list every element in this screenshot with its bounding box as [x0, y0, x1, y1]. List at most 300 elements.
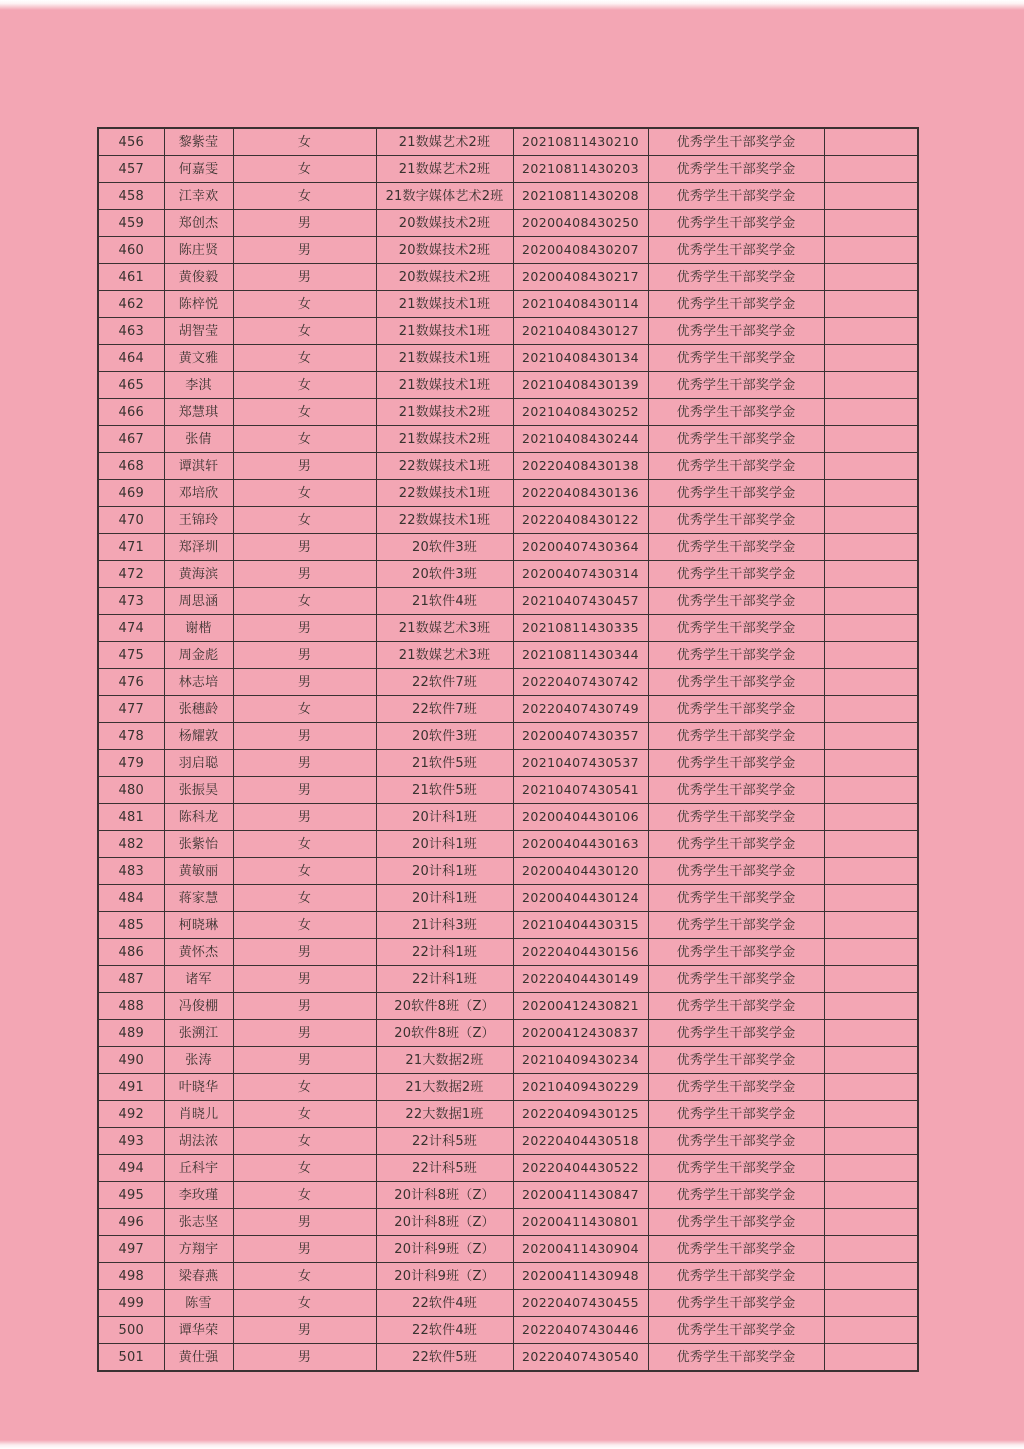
- student-id-cell: 20220408430138: [513, 453, 648, 480]
- class-cell: 22数媒技术1班: [376, 453, 513, 480]
- student-id-cell: 20220407430749: [513, 696, 648, 723]
- empty-note-cell: [824, 912, 918, 939]
- award-cell: 优秀学生干部奖学金: [648, 615, 824, 642]
- student-id-cell: 20210407430457: [513, 588, 648, 615]
- gender-cell: 女: [233, 128, 376, 156]
- award-cell: 优秀学生干部奖学金: [648, 291, 824, 318]
- gender-cell: 女: [233, 507, 376, 534]
- student-id-cell: 20210811430208: [513, 183, 648, 210]
- class-cell: 21数媒技术2班: [376, 426, 513, 453]
- serial-number-cell: 500: [98, 1317, 164, 1344]
- table-row: [98, 264, 918, 291]
- empty-note-cell: [824, 885, 918, 912]
- award-cell: 优秀学生干部奖学金: [648, 1209, 824, 1236]
- gender-cell: 女: [233, 912, 376, 939]
- gender-cell: 男: [233, 1236, 376, 1263]
- award-cell: 优秀学生干部奖学金: [648, 1236, 824, 1263]
- serial-number-cell: 462: [98, 291, 164, 318]
- table-row: [98, 237, 918, 264]
- student-id-cell: 20220404430149: [513, 966, 648, 993]
- student-name-cell: 张紫怡: [164, 831, 233, 858]
- student-name-cell: 胡智莹: [164, 318, 233, 345]
- empty-note-cell: [824, 1047, 918, 1074]
- gender-cell: 男: [233, 210, 376, 237]
- student-name-cell: 张溯江: [164, 1020, 233, 1047]
- empty-note-cell: [824, 291, 918, 318]
- empty-note-cell: [824, 480, 918, 507]
- student-name-cell: 黄怀杰: [164, 939, 233, 966]
- class-cell: 20数媒技术2班: [376, 264, 513, 291]
- gender-cell: 女: [233, 1101, 376, 1128]
- student-id-cell: 20220407430446: [513, 1317, 648, 1344]
- class-cell: 20计科8班（Z）: [376, 1182, 513, 1209]
- class-cell: 20数媒技术2班: [376, 237, 513, 264]
- student-id-cell: 20210408430244: [513, 426, 648, 453]
- empty-note-cell: [824, 318, 918, 345]
- student-name-cell: 郑慧琪: [164, 399, 233, 426]
- class-cell: 22计科1班: [376, 966, 513, 993]
- empty-note-cell: [824, 993, 918, 1020]
- gender-cell: 男: [233, 1047, 376, 1074]
- empty-note-cell: [824, 669, 918, 696]
- class-cell: 22大数据1班: [376, 1101, 513, 1128]
- student-name-cell: 黄仕强: [164, 1344, 233, 1372]
- student-id-cell: 20200408430250: [513, 210, 648, 237]
- award-cell: 优秀学生干部奖学金: [648, 912, 824, 939]
- serial-number-cell: 489: [98, 1020, 164, 1047]
- award-cell: 优秀学生干部奖学金: [648, 534, 824, 561]
- empty-note-cell: [824, 1317, 918, 1344]
- class-cell: 20计科8班（Z）: [376, 1209, 513, 1236]
- gender-cell: 女: [233, 1263, 376, 1290]
- award-cell: 优秀学生干部奖学金: [648, 1101, 824, 1128]
- empty-note-cell: [824, 453, 918, 480]
- serial-number-cell: 477: [98, 696, 164, 723]
- gender-cell: 男: [233, 561, 376, 588]
- award-cell: 优秀学生干部奖学金: [648, 723, 824, 750]
- award-cell: 优秀学生干部奖学金: [648, 480, 824, 507]
- empty-note-cell: [824, 1182, 918, 1209]
- gender-cell: 男: [233, 615, 376, 642]
- student-name-cell: 何嘉雯: [164, 156, 233, 183]
- student-name-cell: 黎紫莹: [164, 128, 233, 156]
- gender-cell: 男: [233, 264, 376, 291]
- award-cell: 优秀学生干部奖学金: [648, 939, 824, 966]
- award-cell: 优秀学生干部奖学金: [648, 453, 824, 480]
- serial-number-cell: 499: [98, 1290, 164, 1317]
- serial-number-cell: 480: [98, 777, 164, 804]
- student-name-cell: 谭华荣: [164, 1317, 233, 1344]
- serial-number-cell: 497: [98, 1236, 164, 1263]
- student-name-cell: 张志坚: [164, 1209, 233, 1236]
- empty-note-cell: [824, 696, 918, 723]
- award-cell: 优秀学生干部奖学金: [648, 642, 824, 669]
- table-row: [98, 156, 918, 183]
- award-cell: 优秀学生干部奖学金: [648, 1344, 824, 1372]
- empty-note-cell: [824, 1209, 918, 1236]
- student-id-cell: 20210408430139: [513, 372, 648, 399]
- gender-cell: 女: [233, 696, 376, 723]
- gender-cell: 男: [233, 642, 376, 669]
- class-cell: 20软件8班（Z）: [376, 993, 513, 1020]
- award-cell: 优秀学生干部奖学金: [648, 1074, 824, 1101]
- table-row: [98, 1263, 918, 1290]
- student-id-cell: 20200412430837: [513, 1020, 648, 1047]
- scan-edge-bottom: [0, 1440, 1024, 1449]
- table-row: [98, 804, 918, 831]
- table-row: [98, 399, 918, 426]
- class-cell: 20软件3班: [376, 534, 513, 561]
- gender-cell: 男: [233, 750, 376, 777]
- award-cell: 优秀学生干部奖学金: [648, 561, 824, 588]
- gender-cell: 女: [233, 480, 376, 507]
- student-name-cell: 诸军: [164, 966, 233, 993]
- empty-note-cell: [824, 588, 918, 615]
- class-cell: 21大数据2班: [376, 1047, 513, 1074]
- table-row: [98, 669, 918, 696]
- gender-cell: 女: [233, 399, 376, 426]
- table-row: [98, 210, 918, 237]
- table-row: [98, 1344, 918, 1372]
- class-cell: 21软件5班: [376, 750, 513, 777]
- student-id-cell: 20210407430537: [513, 750, 648, 777]
- serial-number-cell: 473: [98, 588, 164, 615]
- student-name-cell: 陈雪: [164, 1290, 233, 1317]
- serial-number-cell: 460: [98, 237, 164, 264]
- student-name-cell: 陈梓悦: [164, 291, 233, 318]
- serial-number-cell: 493: [98, 1128, 164, 1155]
- table-row: [98, 885, 918, 912]
- award-cell: 优秀学生干部奖学金: [648, 696, 824, 723]
- table-row: [98, 1047, 918, 1074]
- serial-number-cell: 463: [98, 318, 164, 345]
- class-cell: 20软件3班: [376, 723, 513, 750]
- award-cell: 优秀学生干部奖学金: [648, 1155, 824, 1182]
- student-id-cell: 20220408430136: [513, 480, 648, 507]
- empty-note-cell: [824, 642, 918, 669]
- class-cell: 22软件4班: [376, 1290, 513, 1317]
- empty-note-cell: [824, 615, 918, 642]
- class-cell: 21数媒技术1班: [376, 291, 513, 318]
- class-cell: 21大数据2班: [376, 1074, 513, 1101]
- empty-note-cell: [824, 210, 918, 237]
- gender-cell: 女: [233, 183, 376, 210]
- class-cell: 21数字媒体艺术2班: [376, 183, 513, 210]
- student-id-cell: 20200407430314: [513, 561, 648, 588]
- gender-cell: 女: [233, 1290, 376, 1317]
- award-cell: 优秀学生干部奖学金: [648, 345, 824, 372]
- serial-number-cell: 457: [98, 156, 164, 183]
- class-cell: 22数媒技术1班: [376, 480, 513, 507]
- table-row: [98, 128, 918, 156]
- empty-note-cell: [824, 507, 918, 534]
- table-row: [98, 507, 918, 534]
- table-row: [98, 696, 918, 723]
- serial-number-cell: 475: [98, 642, 164, 669]
- student-id-cell: 20220407430455: [513, 1290, 648, 1317]
- class-cell: 21数媒艺术2班: [376, 128, 513, 156]
- empty-note-cell: [824, 1290, 918, 1317]
- student-name-cell: 张穗龄: [164, 696, 233, 723]
- class-cell: 20计科1班: [376, 858, 513, 885]
- award-cell: 优秀学生干部奖学金: [648, 1020, 824, 1047]
- student-name-cell: 蒋家慧: [164, 885, 233, 912]
- table-row: [98, 966, 918, 993]
- gender-cell: 男: [233, 993, 376, 1020]
- student-name-cell: 黄敏丽: [164, 858, 233, 885]
- student-name-cell: 李玫瑾: [164, 1182, 233, 1209]
- serial-number-cell: 458: [98, 183, 164, 210]
- gender-cell: 女: [233, 1155, 376, 1182]
- student-id-cell: 20210404430315: [513, 912, 648, 939]
- serial-number-cell: 490: [98, 1047, 164, 1074]
- student-name-cell: 张倩: [164, 426, 233, 453]
- table-row: [98, 912, 918, 939]
- class-cell: 22软件7班: [376, 696, 513, 723]
- table-row: [98, 858, 918, 885]
- empty-note-cell: [824, 1344, 918, 1372]
- empty-note-cell: [824, 534, 918, 561]
- gender-cell: 男: [233, 1317, 376, 1344]
- serial-number-cell: 492: [98, 1101, 164, 1128]
- empty-note-cell: [824, 183, 918, 210]
- student-name-cell: 叶晓华: [164, 1074, 233, 1101]
- table-row: [98, 183, 918, 210]
- award-cell: 优秀学生干部奖学金: [648, 993, 824, 1020]
- award-cell: 优秀学生干部奖学金: [648, 399, 824, 426]
- student-id-cell: 20220404430518: [513, 1128, 648, 1155]
- student-id-cell: 20220408430122: [513, 507, 648, 534]
- serial-number-cell: 496: [98, 1209, 164, 1236]
- table-row: [98, 480, 918, 507]
- table-row: [98, 1209, 918, 1236]
- serial-number-cell: 486: [98, 939, 164, 966]
- serial-number-cell: 491: [98, 1074, 164, 1101]
- table-row: [98, 750, 918, 777]
- empty-note-cell: [824, 264, 918, 291]
- student-name-cell: 王锦玲: [164, 507, 233, 534]
- empty-note-cell: [824, 372, 918, 399]
- serial-number-cell: 498: [98, 1263, 164, 1290]
- table-row: [98, 1074, 918, 1101]
- serial-number-cell: 470: [98, 507, 164, 534]
- empty-note-cell: [824, 966, 918, 993]
- serial-number-cell: 474: [98, 615, 164, 642]
- empty-note-cell: [824, 723, 918, 750]
- empty-note-cell: [824, 1155, 918, 1182]
- student-id-cell: 20200412430821: [513, 993, 648, 1020]
- serial-number-cell: 485: [98, 912, 164, 939]
- gender-cell: 男: [233, 1020, 376, 1047]
- student-name-cell: 梁春燕: [164, 1263, 233, 1290]
- award-cell: 优秀学生干部奖学金: [648, 831, 824, 858]
- class-cell: 22软件4班: [376, 1317, 513, 1344]
- student-name-cell: 羽启聪: [164, 750, 233, 777]
- serial-number-cell: 468: [98, 453, 164, 480]
- gender-cell: 男: [233, 1209, 376, 1236]
- serial-number-cell: 464: [98, 345, 164, 372]
- class-cell: 21计科3班: [376, 912, 513, 939]
- serial-number-cell: 459: [98, 210, 164, 237]
- student-id-cell: 20220407430742: [513, 669, 648, 696]
- serial-number-cell: 481: [98, 804, 164, 831]
- empty-note-cell: [824, 237, 918, 264]
- empty-note-cell: [824, 399, 918, 426]
- student-roster-table: [97, 127, 919, 1372]
- serial-number-cell: 494: [98, 1155, 164, 1182]
- table-row: [98, 993, 918, 1020]
- student-id-cell: 20210408430134: [513, 345, 648, 372]
- empty-note-cell: [824, 750, 918, 777]
- award-cell: 优秀学生干部奖学金: [648, 183, 824, 210]
- student-id-cell: 20200408430217: [513, 264, 648, 291]
- student-id-cell: 20210408430127: [513, 318, 648, 345]
- table-row: [98, 1155, 918, 1182]
- student-id-cell: 20210409430234: [513, 1047, 648, 1074]
- gender-cell: 男: [233, 804, 376, 831]
- table-row: [98, 1128, 918, 1155]
- award-cell: 优秀学生干部奖学金: [648, 1263, 824, 1290]
- table-row: [98, 561, 918, 588]
- empty-note-cell: [824, 345, 918, 372]
- serial-number-cell: 461: [98, 264, 164, 291]
- student-id-cell: 20210408430252: [513, 399, 648, 426]
- student-name-cell: 谢楷: [164, 615, 233, 642]
- student-name-cell: 黄海滨: [164, 561, 233, 588]
- award-cell: 优秀学生干部奖学金: [648, 128, 824, 156]
- gender-cell: 女: [233, 1074, 376, 1101]
- gender-cell: 男: [233, 534, 376, 561]
- empty-note-cell: [824, 1263, 918, 1290]
- student-name-cell: 周思涵: [164, 588, 233, 615]
- class-cell: 20计科9班（Z）: [376, 1263, 513, 1290]
- serial-number-cell: 466: [98, 399, 164, 426]
- serial-number-cell: 488: [98, 993, 164, 1020]
- student-id-cell: 20210811430203: [513, 156, 648, 183]
- student-id-cell: 20210409430229: [513, 1074, 648, 1101]
- student-id-cell: 20200408430207: [513, 237, 648, 264]
- student-table-body: [98, 128, 918, 1371]
- gender-cell: 男: [233, 237, 376, 264]
- student-id-cell: 20210408430114: [513, 291, 648, 318]
- class-cell: 22软件5班: [376, 1344, 513, 1372]
- table-row: [98, 588, 918, 615]
- serial-number-cell: 465: [98, 372, 164, 399]
- serial-number-cell: 471: [98, 534, 164, 561]
- award-cell: 优秀学生干部奖学金: [648, 966, 824, 993]
- class-cell: 20软件3班: [376, 561, 513, 588]
- gender-cell: 男: [233, 723, 376, 750]
- award-cell: 优秀学生干部奖学金: [648, 669, 824, 696]
- empty-note-cell: [824, 1236, 918, 1263]
- table-row: [98, 1290, 918, 1317]
- award-cell: 优秀学生干部奖学金: [648, 777, 824, 804]
- serial-number-cell: 467: [98, 426, 164, 453]
- class-cell: 20计科9班（Z）: [376, 1236, 513, 1263]
- award-cell: 优秀学生干部奖学金: [648, 858, 824, 885]
- table-row: [98, 723, 918, 750]
- empty-note-cell: [824, 777, 918, 804]
- empty-note-cell: [824, 939, 918, 966]
- student-name-cell: 张振昊: [164, 777, 233, 804]
- table-row: [98, 291, 918, 318]
- serial-number-cell: 478: [98, 723, 164, 750]
- empty-note-cell: [824, 804, 918, 831]
- award-cell: 优秀学生干部奖学金: [648, 237, 824, 264]
- class-cell: 21数媒技术1班: [376, 345, 513, 372]
- serial-number-cell: 476: [98, 669, 164, 696]
- student-id-cell: 20210811430335: [513, 615, 648, 642]
- award-cell: 优秀学生干部奖学金: [648, 156, 824, 183]
- table-row: [98, 534, 918, 561]
- empty-note-cell: [824, 1128, 918, 1155]
- scan-edge-top: [0, 0, 1024, 10]
- student-name-cell: 江幸欢: [164, 183, 233, 210]
- class-cell: 21数媒技术1班: [376, 372, 513, 399]
- gender-cell: 女: [233, 1128, 376, 1155]
- award-cell: 优秀学生干部奖学金: [648, 588, 824, 615]
- class-cell: 21软件5班: [376, 777, 513, 804]
- student-id-cell: 20200404430120: [513, 858, 648, 885]
- empty-note-cell: [824, 1074, 918, 1101]
- table-row: [98, 318, 918, 345]
- serial-number-cell: 495: [98, 1182, 164, 1209]
- student-id-cell: 20220404430522: [513, 1155, 648, 1182]
- serial-number-cell: 472: [98, 561, 164, 588]
- student-id-cell: 20200411430904: [513, 1236, 648, 1263]
- student-name-cell: 张涛: [164, 1047, 233, 1074]
- gender-cell: 女: [233, 372, 376, 399]
- class-cell: 21数媒艺术2班: [376, 156, 513, 183]
- student-name-cell: 杨耀敦: [164, 723, 233, 750]
- student-name-cell: 邓培欣: [164, 480, 233, 507]
- class-cell: 20计科1班: [376, 831, 513, 858]
- gender-cell: 女: [233, 318, 376, 345]
- student-id-cell: 20220409430125: [513, 1101, 648, 1128]
- gender-cell: 男: [233, 966, 376, 993]
- award-cell: 优秀学生干部奖学金: [648, 885, 824, 912]
- award-cell: 优秀学生干部奖学金: [648, 1047, 824, 1074]
- table-row: [98, 1236, 918, 1263]
- student-id-cell: 20200404430124: [513, 885, 648, 912]
- student-name-cell: 周金彪: [164, 642, 233, 669]
- serial-number-cell: 487: [98, 966, 164, 993]
- table-row: [98, 777, 918, 804]
- student-name-cell: 林志培: [164, 669, 233, 696]
- table-row: [98, 939, 918, 966]
- class-cell: 21数媒艺术3班: [376, 615, 513, 642]
- student-name-cell: 肖晓儿: [164, 1101, 233, 1128]
- student-id-cell: 20200404430163: [513, 831, 648, 858]
- class-cell: 22软件7班: [376, 669, 513, 696]
- student-id-cell: 20200407430364: [513, 534, 648, 561]
- student-name-cell: 郑创杰: [164, 210, 233, 237]
- empty-note-cell: [824, 1020, 918, 1047]
- gender-cell: 女: [233, 345, 376, 372]
- serial-number-cell: 501: [98, 1344, 164, 1372]
- class-cell: 21数媒技术1班: [376, 318, 513, 345]
- class-cell: 22数媒技术1班: [376, 507, 513, 534]
- award-cell: 优秀学生干部奖学金: [648, 804, 824, 831]
- award-cell: 优秀学生干部奖学金: [648, 264, 824, 291]
- student-name-cell: 黄俊毅: [164, 264, 233, 291]
- table-row: [98, 345, 918, 372]
- student-name-cell: 丘科宇: [164, 1155, 233, 1182]
- gender-cell: 女: [233, 1182, 376, 1209]
- gender-cell: 女: [233, 885, 376, 912]
- student-id-cell: 20200411430948: [513, 1263, 648, 1290]
- table-row: [98, 831, 918, 858]
